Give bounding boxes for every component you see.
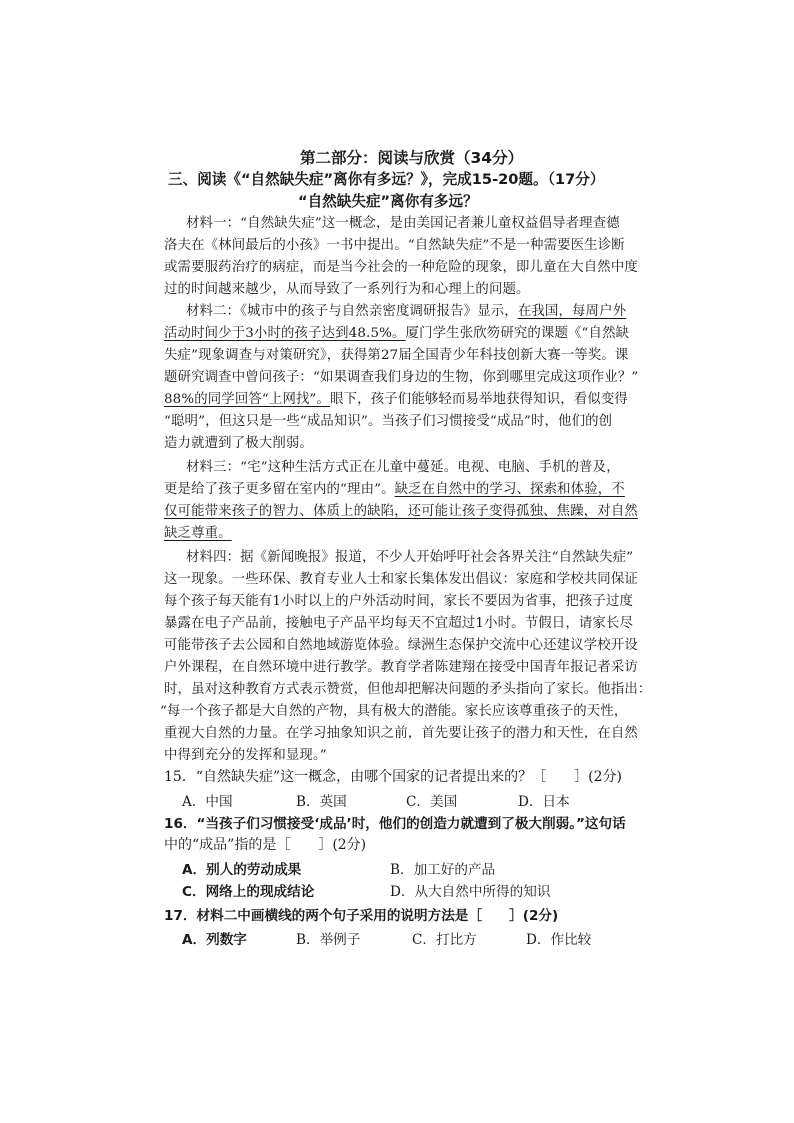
material-2-text: 材料二：《城市中的孩子与自然亲密度调研报告》显示， (186, 304, 518, 319)
question-15-stem: 15．“自然缺失症”这一概念，由哪个国家的记者提出来的？［ ］(2分) (164, 769, 622, 785)
section-title: 三、阅读《“自然缺失症”离你有多远？》，完成15-20题。（17分） (168, 171, 605, 188)
material-3-line-1: 材料三：“宅”这种生活方式正在儿童中蔓延。电视、电脑、手机的普及， (186, 460, 620, 475)
question-16-stem-1: 16．“当孩子们习惯接受‘成品’时，他们的创造力就遭到了极大削弱。”这句话 (164, 816, 626, 832)
material-2-line-4: 题研究调查中曾问孩子：“如果调查我们身边的生物，你到哪里完成这项作业？” (164, 370, 639, 385)
material-2-line-6: “聪明”，但这只是一些“成品知识”。当孩子们习惯接受“成品”时，他们的创 (164, 414, 613, 429)
question-17-option-b[interactable]: B．举例子 (296, 932, 361, 948)
material-3-text: 更是给了孩子更多留在室内的“理由”。 (164, 482, 395, 497)
material-2-line-3: 失症”现象调查与对策研究》，获得第27届全国青少年科技创新大赛一等奖。课 (164, 348, 629, 363)
question-17-stem: 17．材料二中画横线的两个句子采用的说明方法是［ ］(2分) (164, 908, 559, 924)
material-2-line-2 (164, 322, 629, 341)
material-2-text: 眼下，孩子们能够轻而易举地获得知识，看似变得 (330, 392, 628, 407)
question-16-option-b[interactable]: B．加工好的产品 (390, 862, 496, 878)
material-1-line-4: 过的时间越来越少，从而导致了一系列行为和心理上的问题。 (164, 282, 530, 297)
material-4-line-5: 可能带孩子去公园和自然地域游览体验。绿洲生态保护交流中心还建议学校开设 (164, 638, 638, 653)
material-2-line-5 (164, 388, 628, 407)
material-2-text: 厦门学生张欣笏研究的课题《“自然缺 (405, 326, 630, 341)
material-3-line-3: 仅可能带来孩子的智力、体质上的缺陷，还可能让孩子变得孤独、焦躁，对自然 (164, 504, 638, 519)
material-4-line-1: 材料四：据《新闻晚报》报道，不少人开始呼吁社会各界关注“自然缺失症” (186, 550, 634, 565)
material-4-line-7: 时，虽对这种教育方式表示赞赏，但他却把解决问题的矛头指向了家长。他指出： (164, 682, 652, 697)
material-1-line-2: 洛夫在《林间最后的小孩》一书中提出。“自然缺失症”不是一种需要医生诊断 (164, 238, 625, 253)
material-1-line-3: 或需要服药治疗的病症，而是当今社会的一种危险的现象，即儿童在大自然中度 (164, 260, 638, 275)
material-3-line-2 (164, 478, 625, 497)
material-4-line-2: 这一现象。一些环保、教育专业人士和家长集体发出倡议：家庭和学校共同保证 (164, 572, 638, 587)
material-4-line-6: 户外课程，在自然环境中进行教学。教育学者陈建翔在接受中国青年报记者采访 (164, 660, 638, 675)
material-2-line-1 (186, 300, 626, 319)
question-16-option-a[interactable]: A．别人的劳动成果 (182, 862, 302, 878)
question-15-option-c[interactable]: C．美国 (406, 794, 458, 810)
question-15-option-b[interactable]: B．英国 (296, 794, 347, 810)
question-15-option-d[interactable]: D．日本 (518, 794, 570, 810)
material-4-line-9: 重视大自然的力量。在学习抽象知识之前，首先要让孩子的潜力和天性，在自然 (164, 726, 638, 741)
question-17-option-d[interactable]: D．作比较 (526, 932, 592, 948)
question-16-option-d[interactable]: D．从大自然中所得的知识 (390, 884, 551, 900)
material-4-line-8: “每一个孩子都是大自然的产物，具有极大的潜能。家长应该尊重孩子的天性， (160, 704, 628, 719)
material-4-line-4: 暴露在电子产品前，接触电子产品平均每天不宜超过1小时。节假日，请家长尽 (164, 616, 634, 631)
material-4-line-3: 每个孩子每天能有1小时以上的户外活动时间，家长不要因为省事，把孩子过度 (164, 594, 634, 609)
material-2-underlined-sentence-2: 88%的同学回答“上网找”。 (164, 392, 331, 407)
material-2-line-7: 造力就遭到了极大削弱。 (164, 436, 313, 451)
question-16-stem-2: 中的“成品”指的是［ ］(2分) (164, 837, 367, 853)
article-title: “自然缺失症”离你有多远？ (298, 193, 478, 210)
material-4-line-10: 中得到充分的发挥和显现。” (164, 748, 327, 763)
part-title: 第二部分：阅读与欣赏（34分） (300, 149, 524, 167)
material-3-underlined: 缺乏在自然中的学习、探索和体验，不 (394, 482, 625, 497)
material-2-underlined-sentence-1b: 活动时间少于3小时的孩子达到48.5%。 (164, 326, 406, 341)
material-3-line-4: 缺乏尊重。 (164, 526, 232, 541)
question-17-option-c[interactable]: C．打比方 (412, 932, 477, 948)
material-2-underlined-sentence-1: 在我国，每周户外 (517, 304, 627, 319)
material-1-line-1: 材料一：“自然缺失症”这一概念，是由美国记者兼儿童权益倡导者理查德 (186, 216, 620, 231)
question-17-option-a[interactable]: A．列数字 (182, 932, 247, 948)
question-16-option-c[interactable]: C．网络上的现成结论 (182, 884, 315, 900)
question-15-option-a[interactable]: A．中国 (182, 794, 233, 810)
